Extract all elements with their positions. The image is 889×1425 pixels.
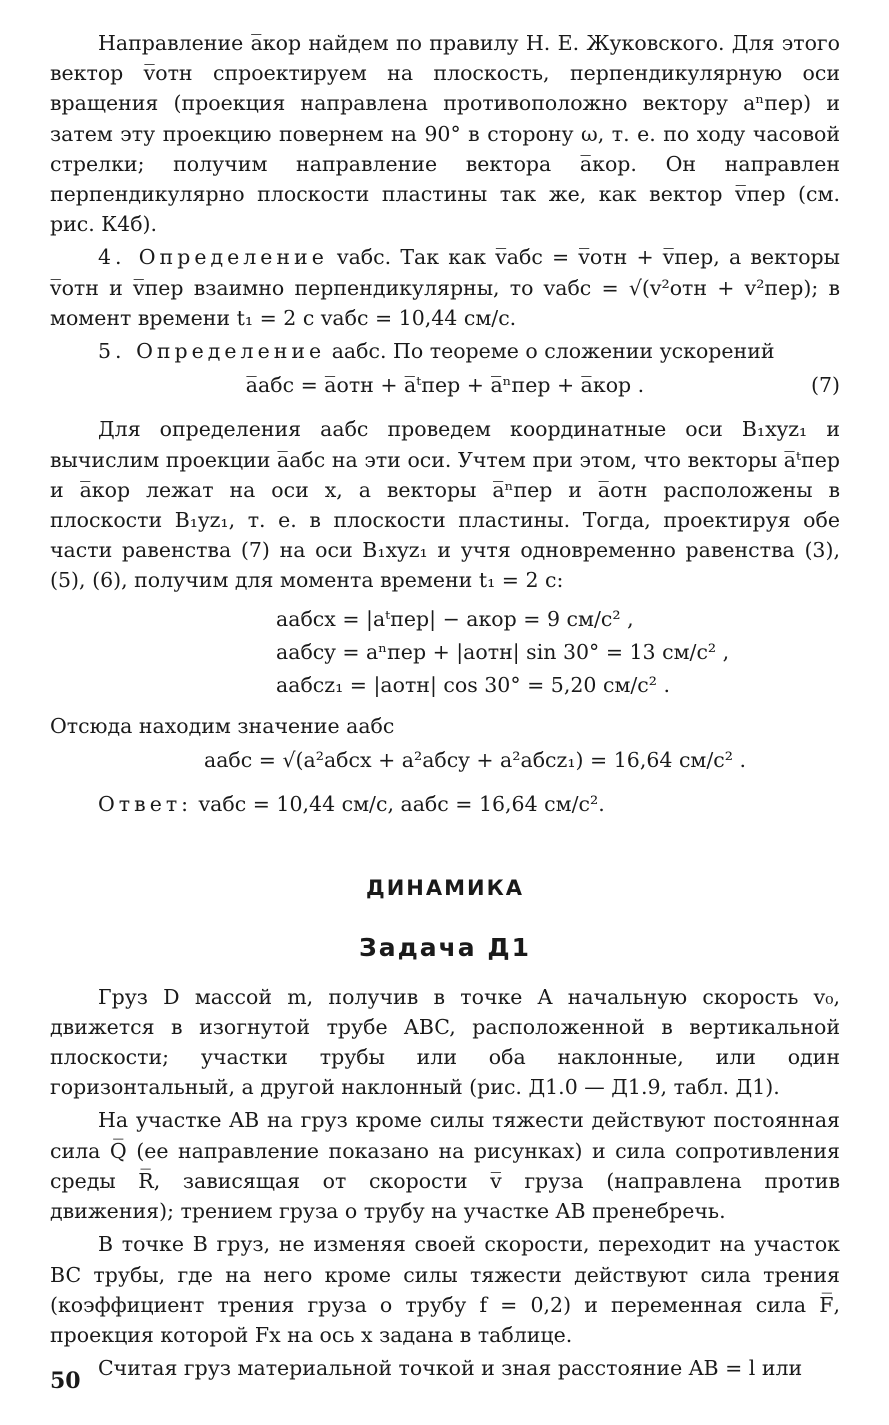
section-heading: ДИНАМИКА [366, 876, 524, 901]
paragraph-continue: Считая груз материальной точкой и зная расстояние AB = l или [98, 1356, 803, 1381]
paragraph-section-bc: В точке B груз, не изменяя своей скорости, переходит на участок BC трубы, где на него кроме силы тяжести действуют сила трения (коэффициент трения груза о трубу f = 0,2) и переменная сила F̅, проекция которой Fx на ось x задана в таблице. [50, 1232, 840, 1347]
page-number: 50 [50, 1368, 81, 1394]
equation-7-number: (7) [810, 373, 840, 398]
answer-heading: Ответ: [98, 792, 193, 817]
paragraph-task-intro: Груз D массой m, получив в точке A начальную скорость v₀, движется в изогнутой трубе ABC, расположенной в вертикальной плоскости; участки трубы или оба наклонные, или один горизонтальный, а другой наклонный (рис. Д1.0 — Д1.9, табл. Д1). [50, 984, 840, 1100]
equation-7 [50, 370, 840, 400]
paragraph-step5 [50, 336, 840, 366]
equation-ax: aабсx = |aᵗпер| − aкор = 9 см/с² , [276, 606, 634, 631]
projection-equations [50, 604, 840, 703]
step4-text: vабс. Так как v̅абс = v̅отн + v̅пер, а векторы v̅отн и v̅пер взаимно перпендикулярны, то vабс = √(v²отн + v²пер); в момент времени t₁ = 2 с vабс = 10,44 см/с. [50, 245, 840, 330]
equation-abs: aабс = √(a²абсx + a²абсy + a²абсz₁) = 16,64 см/с² . [203, 747, 747, 772]
paragraph-projections: Для определения aабс проведем координатные оси B₁xyz₁ и вычислим проекции a̅абс на эти оси. Учтем при этом, что векторы a̅ᵗпер и a̅кор лежат на оси x, а векторы a̅ⁿпер и a̅отн расположены в плоскости B₁yz₁, т. е. в плоскости пластины. Тогда, проектируя обе части равенства (7) на оси B₁xyz₁ и учтя одновременно равенства (3), (5), (6), получим для момента времени t₁ = 2 с: [50, 417, 840, 593]
paragraph-section-ab: На участке AB на груз кроме силы тяжести действуют постоянная сила Q̅ (ее направление показано на рисунках) и сила сопротивления среды R̅, зависящая от скорости v̅ груза (направлена против движения); трением груза о трубу на участке AB пренебречь. [50, 1108, 840, 1224]
task-heading: Задача Д1 [358, 933, 532, 963]
step4-heading: 4. Определение [98, 245, 328, 270]
page [50, 28, 840, 1383]
answer [50, 789, 840, 819]
equation-az: aабсz₁ = |aотн| cos 30° = 5,20 см/с² . [276, 672, 671, 697]
step5-text: aабс. По теореме о сложении ускорений [325, 339, 775, 364]
paragraph-find-value: Отсюда находим значение aабс [50, 713, 395, 738]
paragraph-step4 [50, 242, 840, 333]
paragraph-korolis-direction: Направление a̅кор найдем по правилу Н. Е. Жуковского. Для этого вектор v̅отн спроектируем на плоскость, перпендикулярную оси вращения (проекция направлена противоположно вектору aⁿпер) и затем эту проекцию повернем на 90° в сторону ω, т. е. по ходу часовой стрелки; получим направление вектора a̅кор. Он направлен перпендикулярно плоскости пластины так же, как вектор v̅пер (см. рис. К4б). [50, 31, 840, 237]
step5-heading: 5. Определение [98, 339, 326, 364]
answer-text: vабс = 10,44 см/с, aабс = 16,64 см/с². [192, 792, 605, 817]
equation-7-body: a̅абс = a̅отн + a̅ᵗпер + a̅ⁿпер + a̅кор . [245, 373, 645, 398]
equation-ay: aабсy = aⁿпер + |aотн| sin 30° = 13 см/с² , [276, 639, 730, 664]
